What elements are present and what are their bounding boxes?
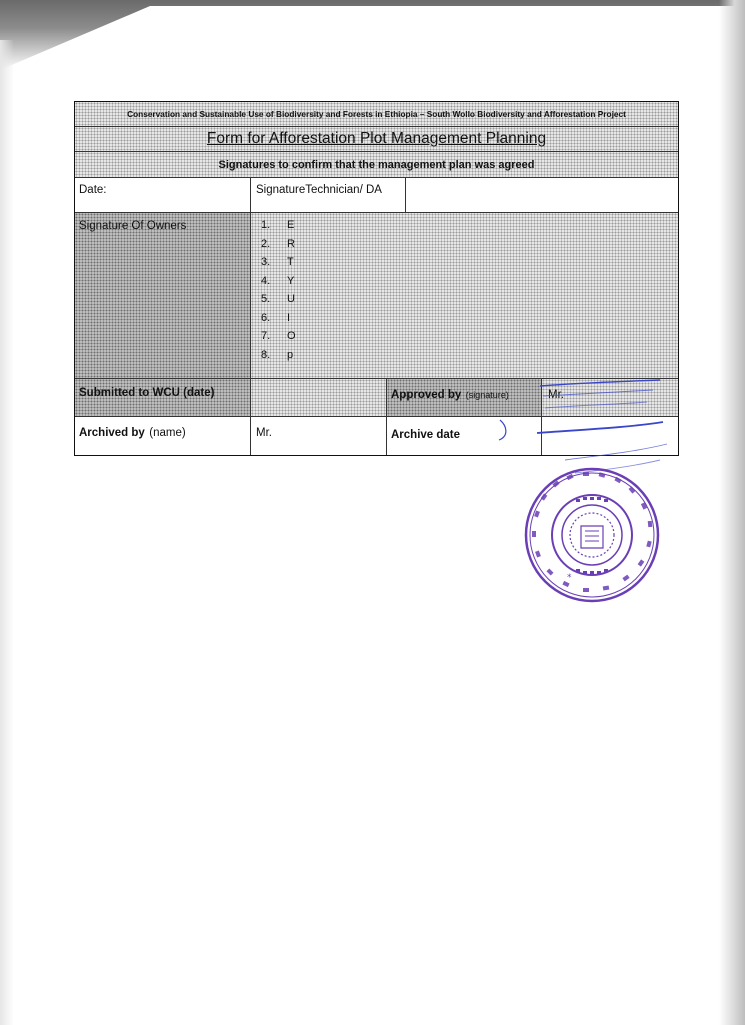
owner-name: U xyxy=(287,293,295,305)
official-round-stamp xyxy=(523,466,661,604)
scan-edge-shadow-top xyxy=(0,0,745,70)
owner-item: 4. Y xyxy=(261,275,678,294)
archived-by-label: Archived by xyxy=(79,427,145,439)
scan-edge-shadow-right xyxy=(719,0,745,1025)
approved-label: Approved by xyxy=(391,389,462,401)
form-title-text: Form for Afforestation Plot Management Planning xyxy=(206,130,547,147)
owner-name: O xyxy=(287,330,296,342)
owner-name: Y xyxy=(287,274,295,287)
scan-edge-shadow-left xyxy=(0,40,14,1025)
archive-date-label: Archive date xyxy=(391,429,461,441)
approved-sublabel: (signature) xyxy=(465,390,509,400)
approved-value: Mr. xyxy=(548,389,564,401)
form-title xyxy=(75,127,678,152)
owner-name: R xyxy=(287,237,295,250)
owner-name: I xyxy=(287,311,291,324)
owner-item: 1. E xyxy=(261,219,678,238)
date-cell xyxy=(75,178,251,213)
owners-label: Signature Of Owners xyxy=(79,220,187,232)
owner-item: 6. I xyxy=(261,312,678,331)
archived-by-sublabel: (name) xyxy=(149,427,186,439)
owners-list-cell xyxy=(251,213,678,379)
technician-signature-cell xyxy=(251,178,406,213)
submitted-label: Submitted to WCU (date) xyxy=(79,387,215,399)
technician-label: SignatureTechnician/ DA xyxy=(256,184,382,196)
date-label: Date: xyxy=(79,184,107,196)
technician-signature-field[interactable] xyxy=(406,178,678,213)
project-title: Conservation and Sustainable Use of Biodiversity and Forests in Ethiopia – South Wollo Biodiversity and Afforestation Project xyxy=(75,102,678,127)
owner-name: p xyxy=(287,348,294,361)
owner-item: 2. R xyxy=(261,238,678,257)
signatures-header: Signatures to confirm that the management plan was agreed xyxy=(75,152,678,178)
owner-item: 8. p xyxy=(261,349,678,368)
owners-list xyxy=(261,219,678,367)
archived-by-label-cell xyxy=(75,417,251,455)
archived-by-value: Mr. xyxy=(256,427,272,439)
submitted-date-field[interactable] xyxy=(251,379,387,417)
owners-label-cell xyxy=(75,213,251,379)
svg-text:*: * xyxy=(567,573,572,583)
owner-item: 5. U xyxy=(261,293,678,312)
owner-name: T xyxy=(287,256,294,268)
owner-item: 7. O xyxy=(261,330,678,349)
archived-by-field[interactable] xyxy=(251,417,387,455)
submitted-label-cell xyxy=(75,379,251,417)
owner-item: 3. T xyxy=(261,256,678,275)
owner-name: E xyxy=(287,219,295,231)
